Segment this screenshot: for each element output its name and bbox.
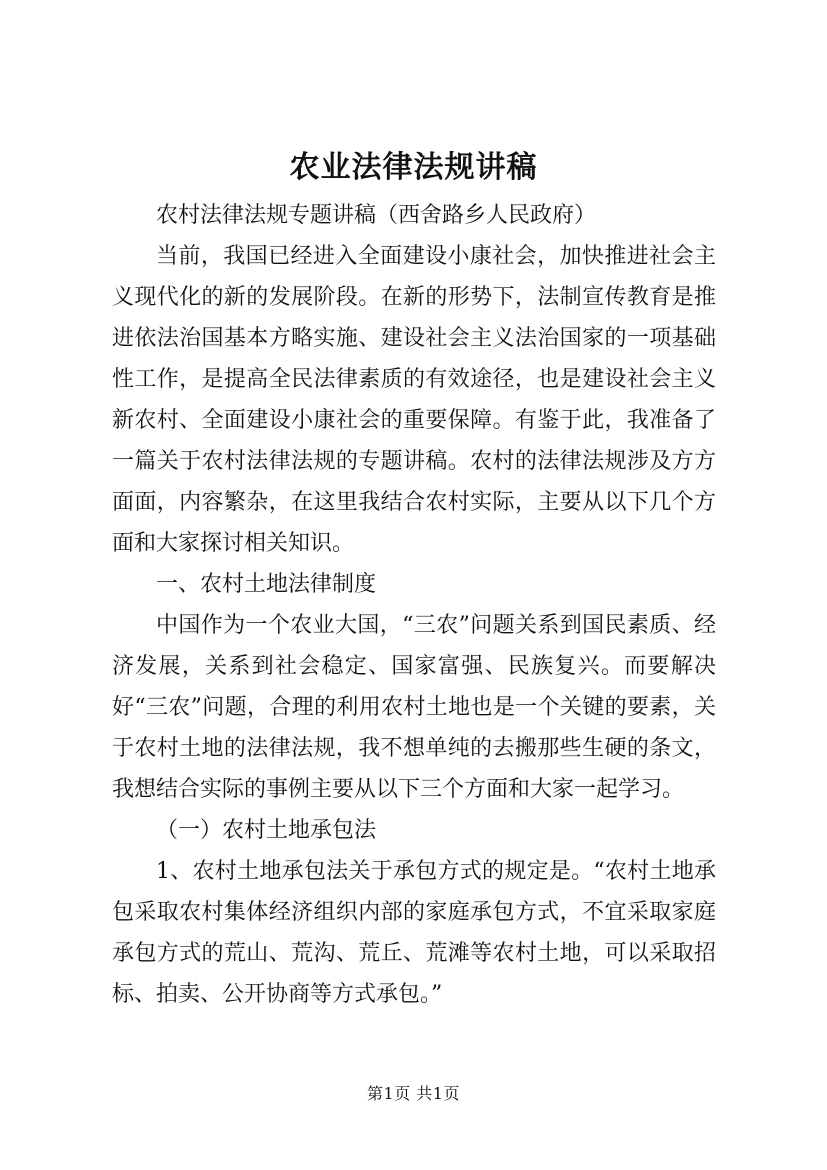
page-footer: 第1页 共1页 — [367, 1084, 460, 1103]
subsection-heading-contract-law: （一）农村土地承包法 — [156, 818, 377, 843]
paragraph-intro: 当前，我国已经进入全面建设小康社会，加快推进社会主义现代化的新的发展阶段。在新的形势下，法制宣传教育是推进依法治国基本方略实施、建设社会主义法治国家的一项基础性工作，是提高全民法律素质的有效途径，也是建设社会主义新农村、全面建设小康社会的重要保障。有鉴于此，我准备了一篇关于农村法律法规的专题讲稿。农村的法律法规涉及方方面面，内容繁杂，在这里我结合农村实际，主要从以下几个方面和大家探讨相关知识。 — [112, 244, 716, 556]
paragraph-land-law: 中国作为一个农业大国，“三农”问题关系到国民素质、经济发展，关系到社会稳定、国家富强、民族复兴。而要解决好“三农”问题，合理的利用农村土地也是一个关键的要素，关于农村土地的法律法规，我不想单纯的去搬那些生硬的条文，我想结合实际的事例主要从以下三个方面和大家一起学习。 — [112, 613, 716, 802]
document-body — [112, 195, 716, 1015]
page-title: 农业法律法规讲稿 — [289, 150, 538, 185]
subtitle: 农村法律法规专题讲稿（西舍路乡人民政府） — [156, 203, 597, 228]
paragraph-contract-method: 1、农村土地承包法关于承包方式的规定是。“农村土地承包采取农村集体经济组织内部的家庭承包方式，不宜采取家庭承包方式的荒山、荒沟、荒丘、荒滩等农村土地，可以采取招标、拍卖、公开协商等方式承包。” — [112, 859, 716, 1007]
section-heading-land-law: 一、农村土地法律制度 — [156, 572, 377, 597]
